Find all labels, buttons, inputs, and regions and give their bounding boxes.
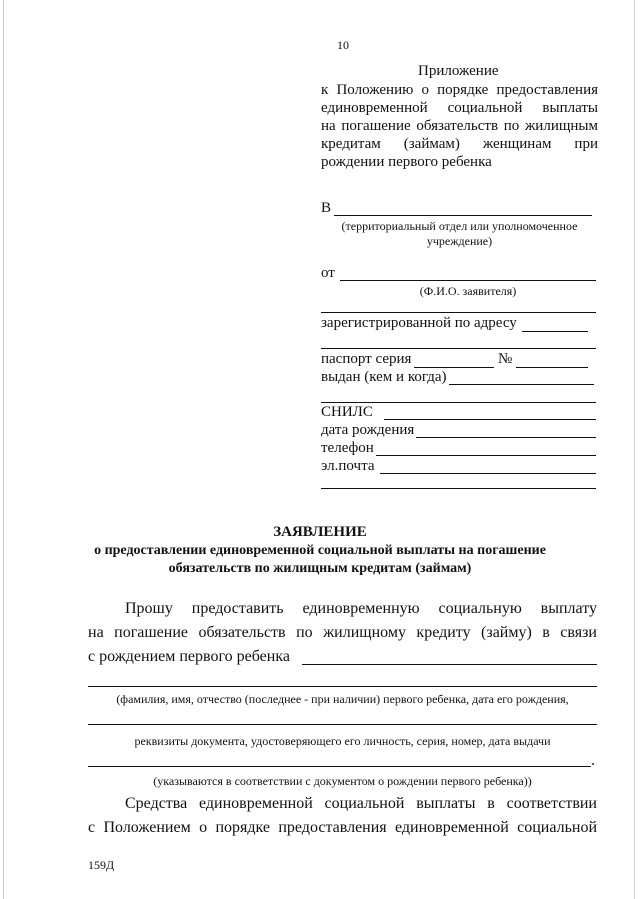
from-prefix: от xyxy=(321,265,335,281)
paragraph-line: Средства единовременной социальной выплаты в соответствии xyxy=(125,795,597,812)
child-info-line xyxy=(302,664,597,665)
appendix-line: к Положению о порядке предоставления xyxy=(321,82,598,98)
snils-line xyxy=(384,419,596,420)
appendix-line: кредитам (займам) женщинам при xyxy=(321,136,598,152)
birth-doc-line xyxy=(88,766,591,767)
child-info-line-2 xyxy=(88,686,597,687)
to-caption: (территориальный отдел или уполномоченное xyxy=(341,219,578,233)
email-label: эл.почта xyxy=(321,458,375,474)
passport-number-line xyxy=(516,367,588,368)
issued-line xyxy=(449,384,594,385)
passport-number-label: № xyxy=(498,351,513,367)
birth-date-line xyxy=(416,437,596,438)
birth-date-label: дата рождения xyxy=(321,422,415,438)
from-caption: (Ф.И.О. заявителя) xyxy=(419,284,517,298)
page-right-edge xyxy=(634,0,635,899)
paragraph-line: Прошу предоставить единовременную социальную выплату xyxy=(125,600,597,617)
passport-series-label: паспорт серия xyxy=(321,351,412,367)
statement-title: ЗАЯВЛЕНИЕ xyxy=(273,524,367,540)
email-line-2 xyxy=(321,488,596,489)
paragraph-line: с рождением первого ребенка xyxy=(88,648,290,665)
snils-label: СНИЛС xyxy=(321,404,373,420)
child-caption: (фамилия, имя, отчество (последнее - при наличии) первого ребенка, дата его рождения, xyxy=(116,692,569,706)
document-line xyxy=(88,724,597,725)
passport-series-line xyxy=(414,367,494,368)
phone-line xyxy=(376,455,596,456)
appendix-title: Приложение xyxy=(418,63,499,79)
page-number: 10 xyxy=(337,38,349,52)
appendix-line: единовременной социальной выплаты xyxy=(321,100,598,116)
statement-subtitle: о предоставлении единовременной социальной выплаты на погашение xyxy=(94,543,546,558)
page-left-edge xyxy=(3,0,4,899)
phone-label: телефон xyxy=(321,440,374,456)
issued-line-2 xyxy=(321,402,596,403)
line-dot: . xyxy=(591,752,595,769)
birth-doc-caption: (указываются в соответствии с документом о рождении первого ребенка)) xyxy=(153,774,532,788)
registered-label: зарегистрированной по адресу xyxy=(321,315,517,331)
email-line xyxy=(380,473,596,474)
issued-label: выдан (кем и когда) xyxy=(321,369,447,385)
to-line xyxy=(334,215,592,216)
to-prefix: В xyxy=(321,200,332,216)
registered-line-2 xyxy=(321,348,596,349)
statement-subtitle: обязательств по жилищным кредитам (займам) xyxy=(168,561,472,576)
appendix-line: рождении первого ребенка xyxy=(321,154,492,170)
paragraph-line: на погашение обязательств по жилищному кредиту (займу) в связи xyxy=(88,624,597,641)
from-line xyxy=(340,280,596,281)
appendix-line: на погашение обязательств по жилищным xyxy=(321,118,598,134)
to-caption: учреждение) xyxy=(426,234,493,248)
footer-code: 159Д xyxy=(88,858,115,872)
from-line-2 xyxy=(321,312,596,313)
registered-line xyxy=(522,331,588,332)
document-caption: реквизиты документа, удостоверяющего его личность, серия, номер, дата выдачи xyxy=(134,734,551,748)
paragraph-line: с Положением о порядке предоставления единовременной социальной xyxy=(88,819,597,836)
